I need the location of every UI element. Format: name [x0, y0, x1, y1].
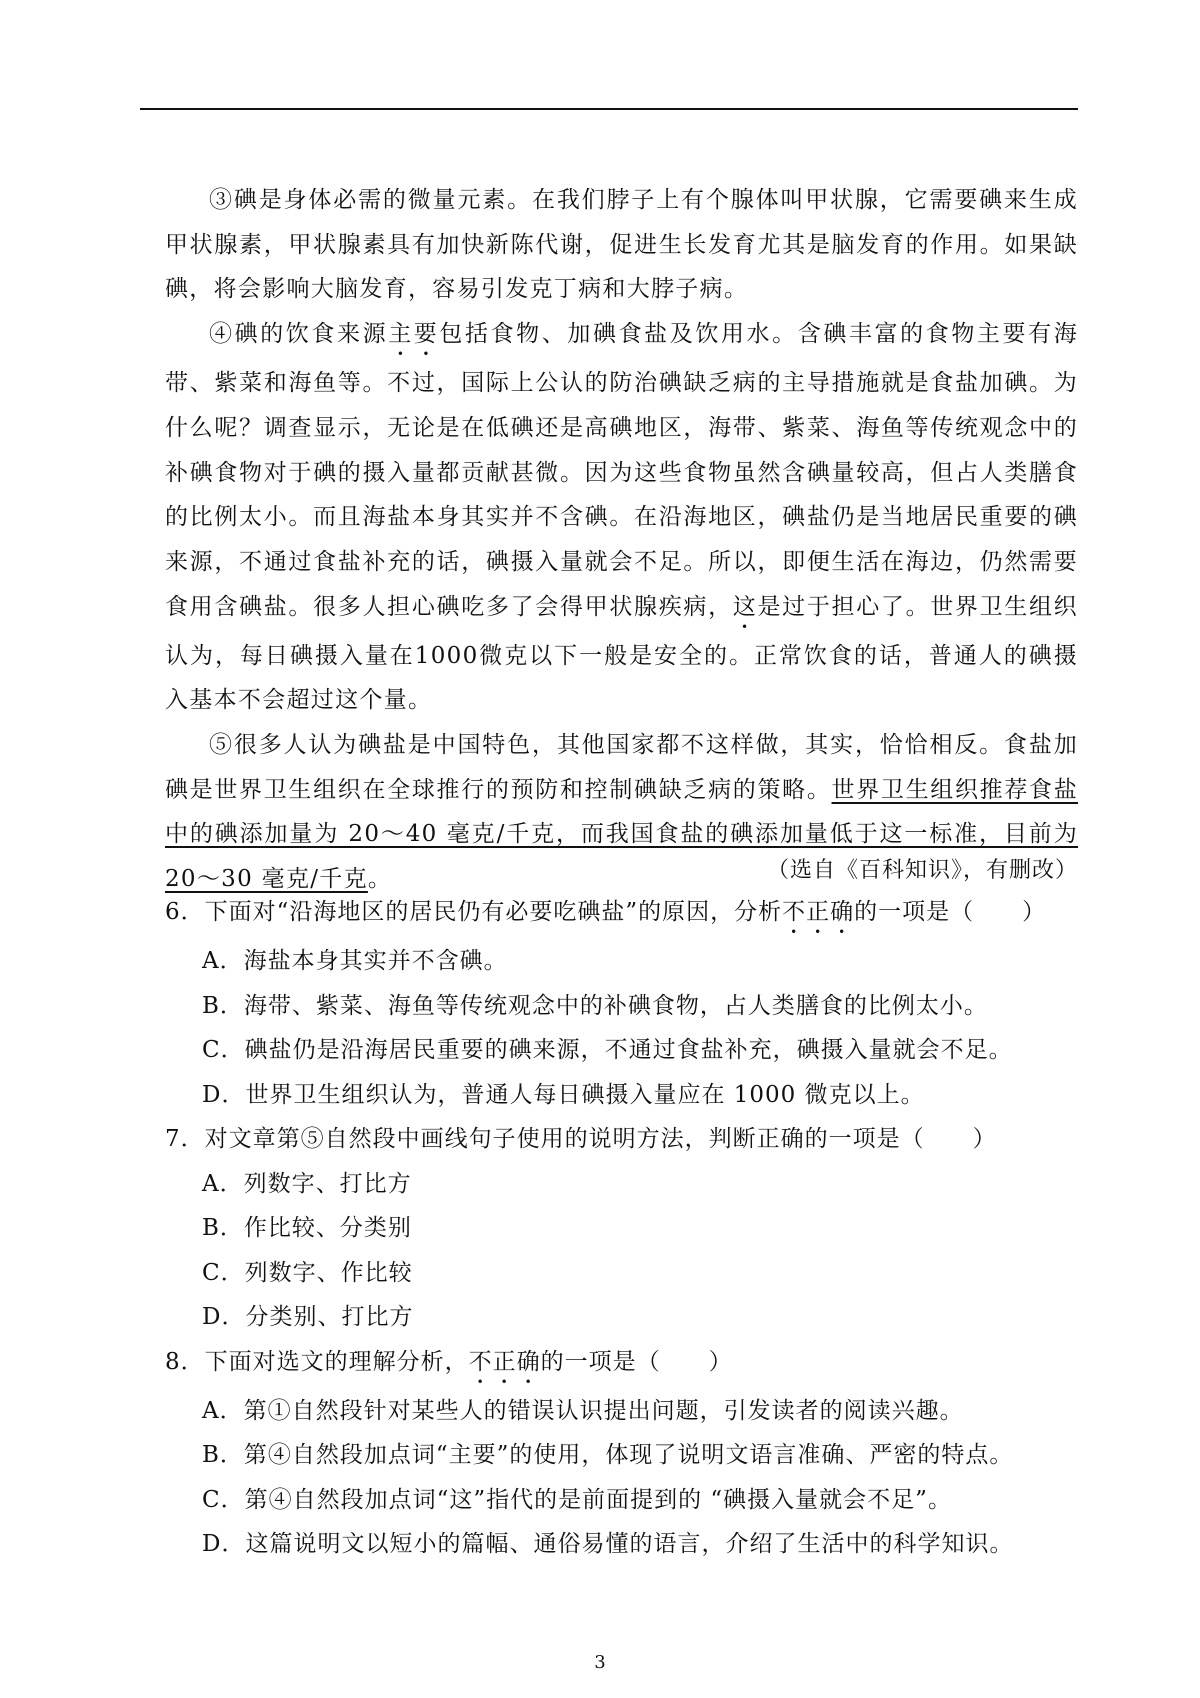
- paragraph-3: ③碘是身体必需的微量元素。在我们脖子上有个腺体叫甲状腺，它需要碘来生成甲状腺素，甲状腺素具有加快新陈代谢，促进生长发育尤其是脑发育的作用。如果缺碘，将会影响大脑发育，容易引发克丁病和大脖子病。: [165, 187, 1078, 303]
- paragraph-5-text-a: ⑤很多人认为碘盐是中国特色，其他国家都不这样做，其实，恰恰相反。食盐加碘是世界卫生组织在全球推行的预防和控制碘缺乏病的策略。: [165, 732, 1078, 803]
- dotted-word-zhuyao: 主要: [388, 321, 440, 348]
- question-8: [165, 1340, 1078, 1567]
- underlined-sentence: 世界卫生组织推荐食盐中的碘添加量为 20～40 毫克/千克，而我国食盐的碘添加量低于这一标准，目前为 20～30 毫克/千克: [165, 776, 1079, 893]
- stem-text: 7．对文章第⑤自然段中画线句子使用的说明方法，判断正确的一项是（ ）: [165, 1126, 997, 1152]
- option-b: B．海带、紫菜、海鱼等传统观念中的补碘食物，占人类膳食的比例太小。: [202, 992, 988, 1019]
- dotted-word-zhe: 这: [732, 593, 758, 620]
- dotted-word-buzhengque: 不正确: [782, 899, 855, 925]
- option-b: B．第④自然段加点词“主要”的使用，体现了说明文语言准确、严密的特点。: [202, 1442, 1014, 1468]
- option-d: D．这篇说明文以短小的篇幅、通俗易懂的语言，介绍了生活中的科学知识。: [202, 1531, 1014, 1557]
- question-stem: [165, 1340, 1078, 1389]
- stem-text: 的一项是（ ）: [854, 899, 1047, 925]
- stem-text: 6．下面对“沿海地区的居民仍有必要吃碘盐”的原因，分析: [165, 899, 783, 925]
- header-rule: [140, 108, 1078, 110]
- question-7: [165, 1117, 1078, 1340]
- questions: [165, 890, 1078, 1567]
- page-number: 3: [594, 1652, 606, 1673]
- option-a: A．列数字、打比方: [202, 1170, 412, 1197]
- question-stem: [165, 1117, 1078, 1162]
- option-c: C．第④自然段加点词“这”指代的是前面提到的 “碘摄入量就会不足”。: [202, 1486, 952, 1513]
- stem-text: 8．下面对选文的理解分析，: [165, 1348, 469, 1375]
- question-stem: [165, 890, 1078, 939]
- paragraph-4: [165, 312, 1078, 723]
- question-6: [165, 890, 1078, 1117]
- option-d: D．分类别、打比方: [202, 1304, 414, 1330]
- dotted-word-buzhengque: 不正确: [468, 1348, 541, 1375]
- option-d: D．世界卫生组织认为，普通人每日碘摄入量应在 1000 微克以上。: [202, 1081, 925, 1108]
- option-a: A．海盐本身其实并不含碘。: [202, 948, 508, 974]
- paragraph-4-text-c: 是过于担心了。世界卫生组织认为，每日碘摄入量在1000微克以下一般是安全的。正常饮食的话，普通人的碘摄入基本不会超过这个量。: [165, 593, 1078, 714]
- source-citation: （选自《百科知识》，有删改）: [766, 858, 1078, 883]
- paragraph-5-end: 。: [367, 866, 393, 893]
- option-a: A．第①自然段针对某些人的错误认识提出问题，引发读者的阅读兴趣。: [202, 1397, 964, 1424]
- stem-text: 的一项是（ ）: [540, 1348, 733, 1375]
- option-c: C．碘盐仍是沿海居民重要的碘来源，不通过食盐补充，碘摄入量就会不足。: [202, 1037, 1013, 1063]
- paragraph-4-text-a: ④碘的饮食来源: [209, 321, 389, 348]
- option-b: B．作比较、分类别: [202, 1215, 412, 1241]
- option-c: C．列数字、作比较: [202, 1259, 413, 1286]
- paragraph-4-text-b: 包括食物、加碘食盐及饮用水。含碘丰富的食物主要有海带、紫菜和海鱼等。不过，国际上公认的防治碘缺乏病的主导措施就是食盐加碘。为什么呢？调查显示，无论是在低碘还是高碘地区，海带、紫菜、海鱼等传统观念中的补碘食物对于碘的摄入量都贡献甚微。因为这些食物虽然含碘量较高，但占人类膳食的比例太小。而且海盐本身其实并不含碘。在沿海地区，碘盐仍是当地居民重要的碘来源，不通过食盐补充的话，碘摄入量就会不足。所以，即便生活在海边，仍然需要食用含碘盐。很多人担心碘吃多了会得甲状腺疾病，: [165, 321, 1079, 620]
- article-body: [165, 178, 1078, 902]
